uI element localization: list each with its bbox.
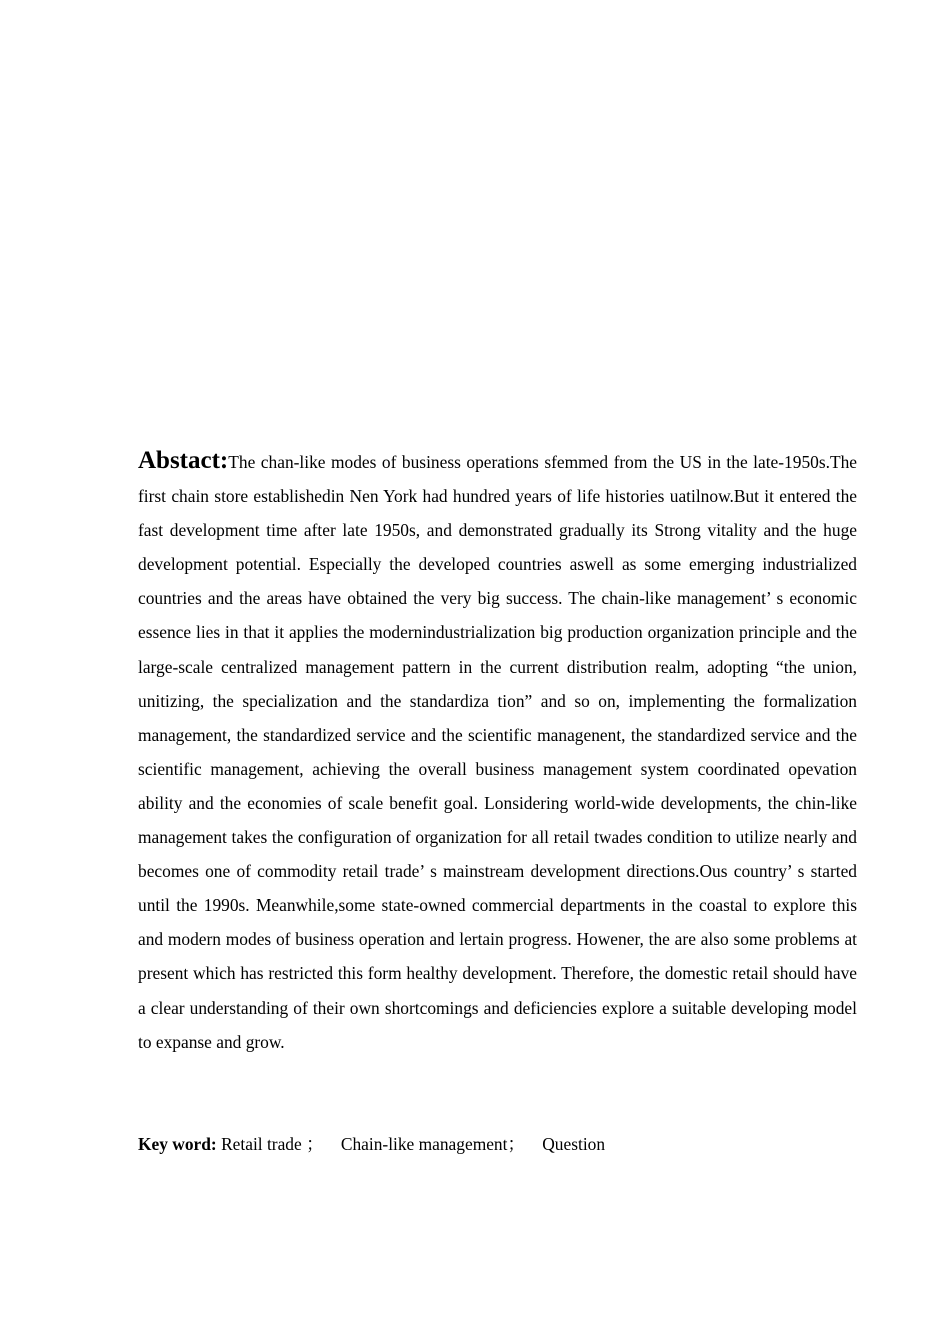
abstract-text: The chan-like modes of business operations sfemmed from the US in the late-1950s.The first chain store establishedin Nen York had hundred years of life histories uatilnow.But it entered the fast development time after late 1950s, and demonstrated gradually its Strong vitality and the huge development potential. Especially the developed countries aswell as some emerging industrialized countries and the areas have obtained the very big success. The chain-like management’ s economic essence lies in that it applies the modernindustrialization big production organization principle and the large-scale centralized management pattern in the current distribution realm, adopting “the union, unitizing, the specialization and the standardiza tion” and so on, implementing the formalization management, the standardized service and the scientific managenent, the standardized service and the scientific management, achieving the overall business management system coordinated opevation ability and the economies of scale benefit goal. Lonsidering world-wide developments, the chin-like management takes the configuration of organization for all retail twades condition to utilize nearly and becomes one of commodity retail trade’ s mainstream development directions.Ous country’ s started until the 1990s. Meanwhile,some state-owned commercial departments in the coastal to explore this and modern modes of business operation and lertain progress. Howener, the are also some problems at present which has restricted this form healthy development. Therefore, the domestic retail should have a clear understanding of their own shortcomings and deficiencies explore a suitable developing model to expanse and grow. [138,452,857,1052]
keyword-chain-like-management: Chain-like management； [340,1134,543,1154]
keyword-retail-trade: Retail trade ； [216,1134,341,1154]
abstract-paragraph [138,444,857,1059]
keywords-label: Key word: [138,1134,217,1154]
keyword-question: Question [542,1134,606,1154]
keywords-line [138,1127,857,1161]
abstract-label: Abstact: [138,447,229,474]
